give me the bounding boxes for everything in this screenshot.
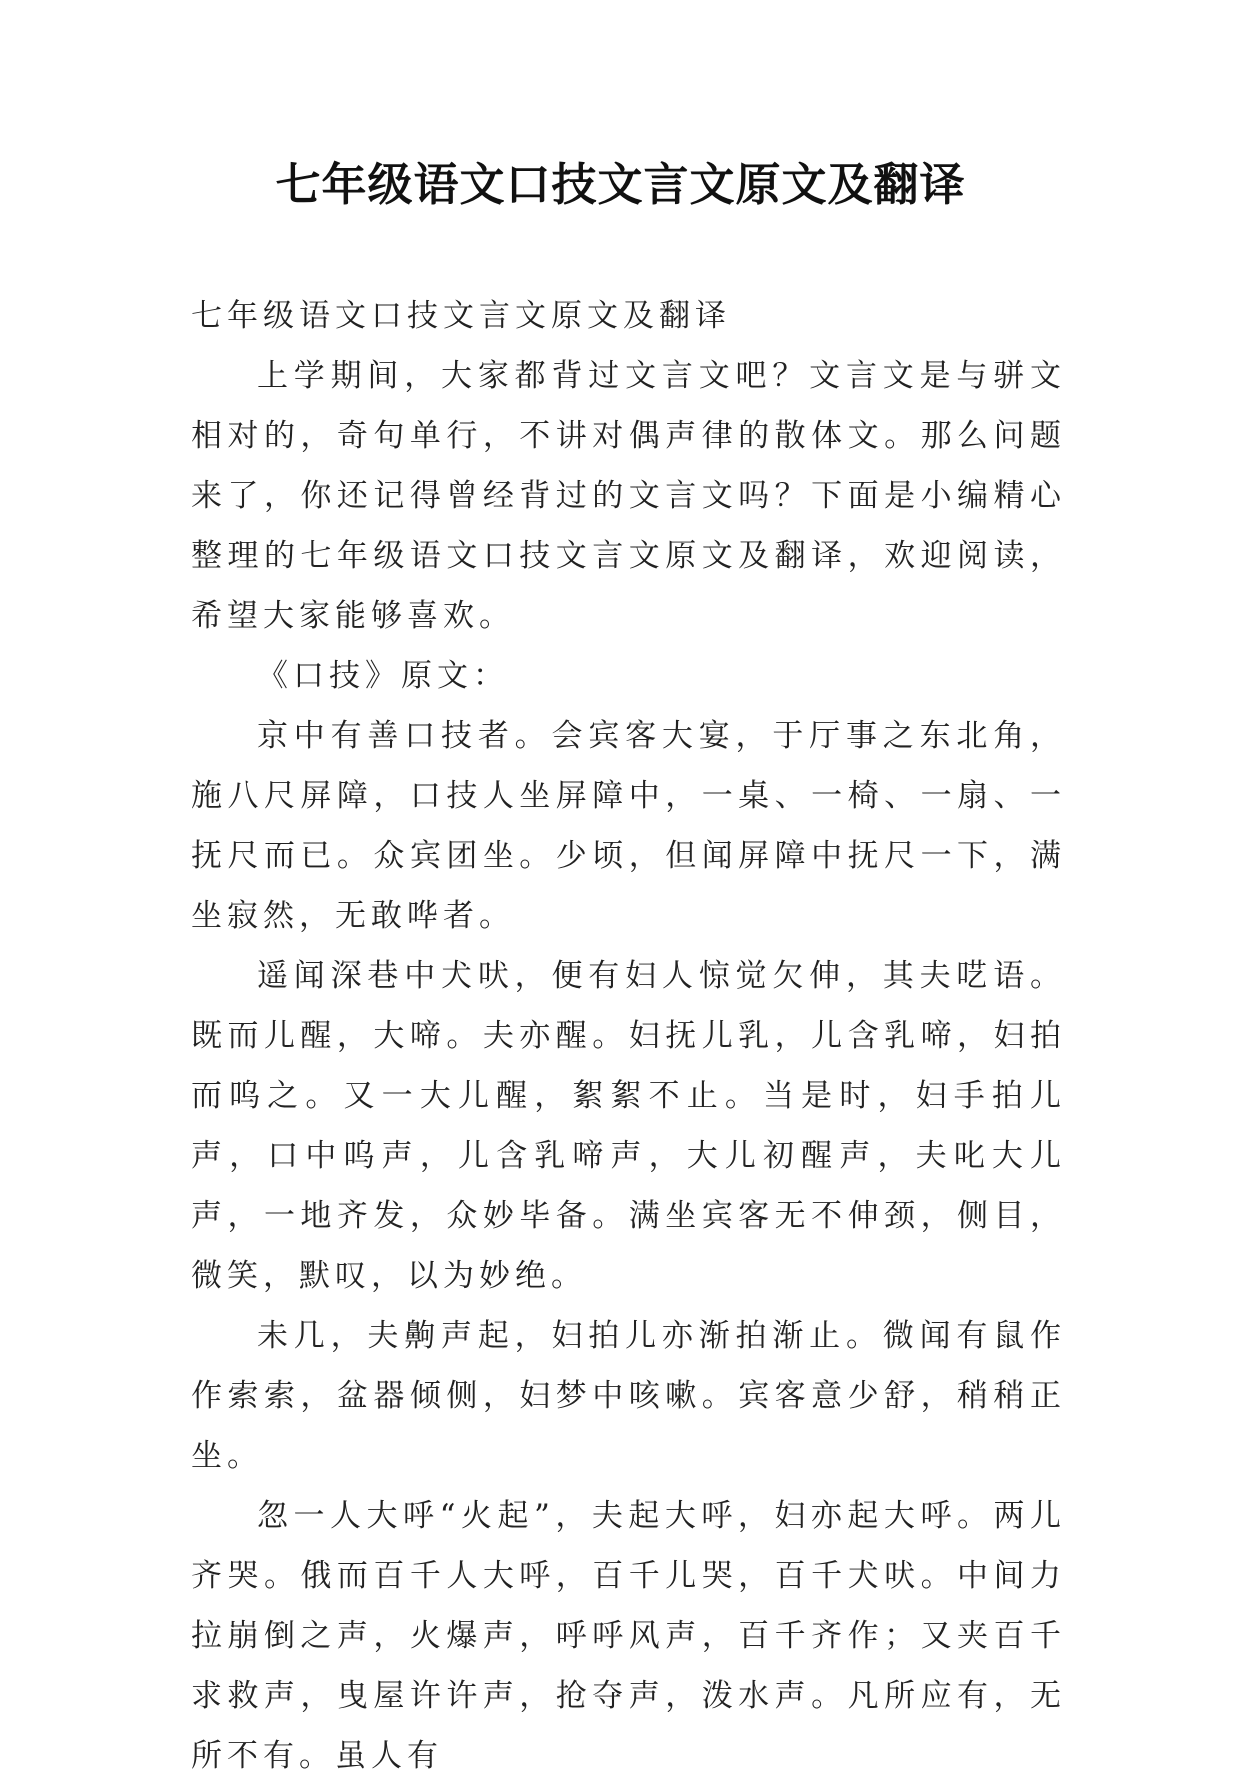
document-body bbox=[191, 286, 1066, 1786]
original-paragraph-3: 未几，夫齁声起，妇拍儿亦渐拍渐止。微闻有鼠作作索索，盆器倾侧，妇梦中咳嗽。宾客意少舒，稍稍正坐。 bbox=[191, 1318, 1066, 1474]
original-paragraph-2: 遥闻深巷中犬吠，便有妇人惊觉欠伸，其夫呓语。既而儿醒，大啼。夫亦醒。妇抚儿乳，儿含乳啼，妇拍而呜之。又一大儿醒，絮絮不止。当是时，妇手拍儿声，口中呜声，儿含乳啼声，大儿初醒声，夫叱大儿声，一地齐发，众妙毕备。满坐宾客无不伸颈，侧目，微笑，默叹，以为妙绝。 bbox=[191, 958, 1066, 1294]
intro-paragraph: 上学期间，大家都背过文言文吧？文言文是与骈文相对的，奇句单行，不讲对偶声律的散体文。那么问题来了，你还记得曾经背过的文言文吗？下面是小编精心整理的七年级语文口技文言文原文及翻译，欢迎阅读，希望大家能够喜欢。 bbox=[191, 358, 1066, 634]
document-title: 七年级语文口技文言文原文及翻译 bbox=[275, 158, 966, 211]
subtitle-line: 七年级语文口技文言文原文及翻译 bbox=[191, 298, 731, 334]
original-paragraph-4: 忽一人大呼“火起”，夫起大呼，妇亦起大呼。两儿齐哭。俄而百千人大呼，百千儿哭，百千犬吠。中间力拉崩倒之声，火爆声，呼呼风声，百千齐作；又夹百千求救声，曳屋许许声，抢夺声，泼水声。凡所应有，无所不有。虽人有 bbox=[191, 1498, 1066, 1774]
original-paragraph-1: 京中有善口技者。会宾客大宴，于厅事之东北角，施八尺屏障，口技人坐屏障中，一桌、一椅、一扇、一抚尺而已。众宾团坐。少顷，但闻屏障中抚尺一下，满坐寂然，无敢哗者。 bbox=[191, 718, 1066, 934]
section-heading-original-text: 《口技》原文： bbox=[257, 658, 509, 694]
